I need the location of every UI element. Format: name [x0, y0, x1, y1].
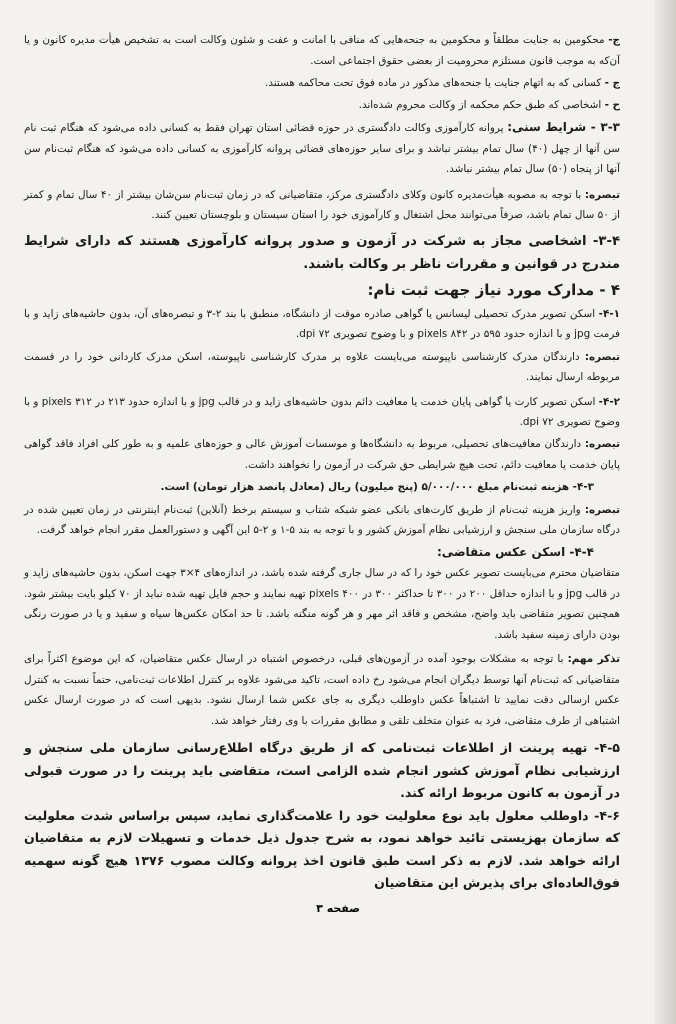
item-4-2: ۴-۲- اسکن تصویر کارت یا گواهی پایان خدمت یا معافیت دائم بدون حاشیه‌های زاید و در قالب jpg و با اندازه حدود ۲۱۳ در ۳۱۲ pixels و با وضوح تصویری ۷۲ dpi. — [24, 395, 620, 429]
clause-j1: ج- محکومین به جنایت مطلقاً و محکومین به جنحه‌هایی که منافی با امانت و عفت و شئون وکالت است به تشخیص هیأت مدیره کانون و یا آن‌که به موجب قانون مستلزم محرومیت از بعضی حقوق اجتماعی است. — [24, 34, 620, 67]
note-4-1: تبصره: دارندگان مدرک کارشناسی ناپیوسته می‌بایست علاوه بر مدرک کارشناسی ناپیوسته، اسکن مدرک کاردانی خود را در قسمت مربوطه ارسال نمایند. — [24, 350, 620, 384]
note-4-3: تبصره: واریز هزینه ثبت‌نام از طریق کارت‌های بانکی عضو شبکه شتاب و سیستم برخط (آنلاین) ثبت‌نام اینترنتی در زمان تعیین شده در درگاه سازمان ملی سنجش و ارزشیابی نظام آموزش کشور و با توجه به بند ۵-۱ و ۲-۵ این آگهی و دستورالعمل مقرر انجام خواهد گرفت. — [24, 503, 620, 537]
item-4-1: ۴-۱- اسکن تصویر مدرک تحصیلی لیسانس یا گواهی صادره موقت از دانشگاه، منطبق با بند ۲-۳ و تبصره‌های آن، بدون حاشیه‌های زاید و با فرمت jpg و با اندازه حدود ۵۹۵ در ۸۴۲ pixels و با وضوح تصویری ۷۲ dpi. — [24, 307, 620, 341]
item-4-5: ۴-۵- تهیه پرینت از اطلاعات ثبت‌نامی که از طریق درگاه اطلاع‌رسانی سازمان ملی سنجش و ارزشیابی نظام آموزش کشور انجام شده الزامی است، متقاضی باید پرینت را در صورت قبولی در آزمون به کانون مربوط ارائه کند. — [24, 740, 620, 801]
section-4-heading: ۴ - مدارک مورد نیاز جهت ثبت نام: — [367, 280, 620, 299]
note-age: تبصره: با توجه به مصوبه هیأت‌مدیره کانون وکلای دادگستری مرکز، متقاضیانی که در زمان ثبت‌نام سن‌شان بیشتر از ۴۰ سال تمام و کمتر از ۵۰ سال تمام باشد، صرفاً می‌توانند محل اشتغال و کارآموزی خود را استان سیستان و بلوچستان تعیین کنند. — [24, 188, 620, 222]
item-4-4-heading: ۴-۴- اسکن عکس متقاضی: — [437, 545, 594, 560]
clause-j2: ج - کسانی که به اتهام جنایت یا جنحه‌های مذکور در ماده فوق تحت محاکمه هستند. — [265, 76, 620, 89]
important-note: تذکر مهم: با توجه به مشکلات بوجود آمده در آزمون‌های قبلی، درخصوص اشتباه در ارسال عکس متقاضیان، که این موضوع اکثراً برای متقاضیانی که ثبت‌نام آنها توسط دیگران انجام می‌شود رخ داده است، تاکید می‌شود علاوه بر کنترل اطلاعات ثبت‌نامی، حتماً نسبت به کنترل عکس ارسالی دقت نمایید تا اشتباهاً عکس داوطلب دیگری به جای عکس شما ارسال نشود. بدیهی است که در صورت ارسال عکس اشتباهی از طرف متقاضی، فرد به عنوان متخلف تلقی و مطابق مقررات با وی رفتار خواهد شد. — [24, 653, 621, 727]
page-number: صفحه ۳ — [316, 902, 360, 915]
clause-h: ح - اشخاصی که طبق حکم محکمه از وکالت محروم شده‌اند. — [358, 99, 620, 112]
item-4-6: ۴-۶- داوطلب معلول باید نوع معلولیت خود را علامت‌گذاری نماید، سپس براساس شدت معلولیت که سازمان بهزیستی تائید خواهد نمود، به شرح جدول ذیل خدمات و تسهیلات لازم به متقاضیان ارائه خواهد شد. لازم به ذکر است طبق قانون اخذ پروانه وکالت مصوب ۱۳۷۶ هیچ گونه سهمیه فوق‌العاده‌ای برای پذیرش این متقاضیان — [24, 807, 621, 891]
item-4-4-body: متقاضیان محترم می‌بایست تصویر عکس خود را که در سال جاری گرفته شده باشد، در اندازه‌های ۴×۳ جهت اسکن، بدون حاشیه‌های زاید و در قالب jpg و با اندازه حداقل ۲۰۰ در ۳۰۰ تا حداکثر ۳۰۰ در ۴۰۰ pixels تهیه نمایند و حجم فایل تهیه شده نباید از ۷۰ کیلو بایت بیشتر شود. همچنین تصویر متقاضی باید واضح، مشخص و فاقد اثر مهر و هر گونه منگنه باشد. تا حد امکان عکس‌ها سیاه و سفید و یا در صورت رنگی بودن دارای زمینه سفید باشد. — [24, 567, 620, 641]
note-4-2: تبصره: دارندگان معافیت‌های تحصیلی، مربوط به دانشگاه‌ها و موسسات آموزش عالی و حوزه‌های علمیه و به طور کلی افراد فاقد گواهی پایان خدمت یا معافیت دائم، تحت هیچ شرایطی حق شرکت در آزمون را نخواهند داشت. — [24, 438, 620, 471]
item-4-3: ۴-۳- هزینه ثبت‌نام مبلغ ۵/۰۰۰/۰۰۰ (پنج میلیون) ریال (معادل پانصد هزار تومان) است. — [160, 481, 594, 494]
section-3-3-age: ۳-۳ - شرایط سنی: پروانه کارآموزی وکالت دادگستری در حوزه قضائی استان تهران فقط به کسانی داده می‌شود که هنگام ثبت نام سن آنها از چهل (۴۰) سال تمام بیشتر نباشد و برای سایر حوزه‌های قضائی پروانه کارآموزی به کسانی داده می‌شود که هنگام ثبت‌نام سن آنها از پنجاه (۵۰) سال تمام بیشتر نباشد. — [24, 120, 621, 176]
section-3-4: ۳-۴- اشخاصی مجاز به شرکت در آزمون و صدور پروانه کارآموزی هستند که دارای شرایط مندرج در قوانین و مقررات ناظر بر وکالت باشند. — [24, 233, 620, 272]
